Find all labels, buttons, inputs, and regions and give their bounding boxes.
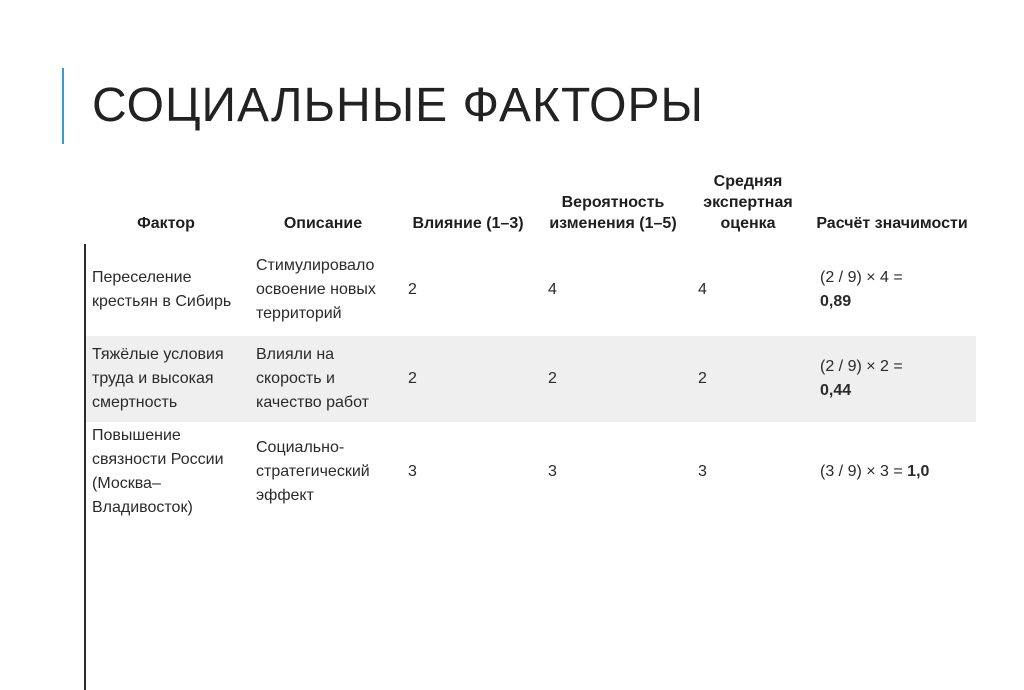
factors-table	[84, 160, 976, 522]
table-row	[84, 244, 976, 336]
calc-formula: (2 / 9) × 4 =	[820, 269, 903, 286]
cell-significance	[808, 336, 976, 422]
cell-influence: 2	[398, 336, 538, 422]
calc-result: 1,0	[907, 463, 930, 480]
cell-influence: 3	[408, 463, 417, 480]
cell-factor: Повышение связности России (Москва–Владивосток)	[92, 427, 224, 516]
calc-formula: (2 / 9) × 2 =	[820, 358, 903, 375]
cell-description: Стимулировало освоение новых территорий	[256, 257, 376, 322]
cell-factor: Тяжёлые условия труда и высокая смертность	[84, 336, 248, 422]
cell-expert: 3	[698, 463, 707, 480]
table-row	[84, 422, 976, 522]
calc-result: 0,89	[820, 293, 852, 310]
calc-formula: (3 / 9) × 3 =	[820, 463, 903, 480]
header-factor: Фактор	[137, 215, 195, 232]
header-description: Описание	[283, 215, 363, 232]
cell-significance	[808, 422, 976, 522]
cell-factor: Переселение крестьян в Сибирь	[92, 269, 232, 310]
cell-significance	[808, 244, 976, 336]
cell-expert: 2	[688, 336, 808, 422]
table-row	[84, 336, 976, 422]
header-expert: Средняя экспертная оценка	[703, 173, 793, 232]
cell-expert: 4	[698, 281, 707, 298]
table-header-row	[84, 160, 976, 244]
factors-table-container	[84, 160, 976, 522]
cell-description: Влияли на скорость и качество работ	[248, 336, 398, 422]
cell-probability: 3	[548, 463, 557, 480]
title-accent-bar	[62, 68, 64, 144]
header-significance: Расчёт значимости	[816, 215, 968, 232]
cell-description: Социально-стратегический эффект	[256, 439, 370, 504]
header-influence: Влияние (1–3)	[412, 215, 524, 232]
header-probability: Вероятность изменения (1–5)	[549, 194, 677, 232]
cell-probability: 2	[538, 336, 688, 422]
cell-probability: 4	[548, 281, 557, 298]
table-left-rule	[84, 244, 86, 690]
calc-result: 0,44	[820, 382, 852, 399]
slide-title: СОЦИАЛЬНЫЕ ФАКТОРЫ	[92, 79, 704, 132]
cell-influence: 2	[408, 281, 417, 298]
